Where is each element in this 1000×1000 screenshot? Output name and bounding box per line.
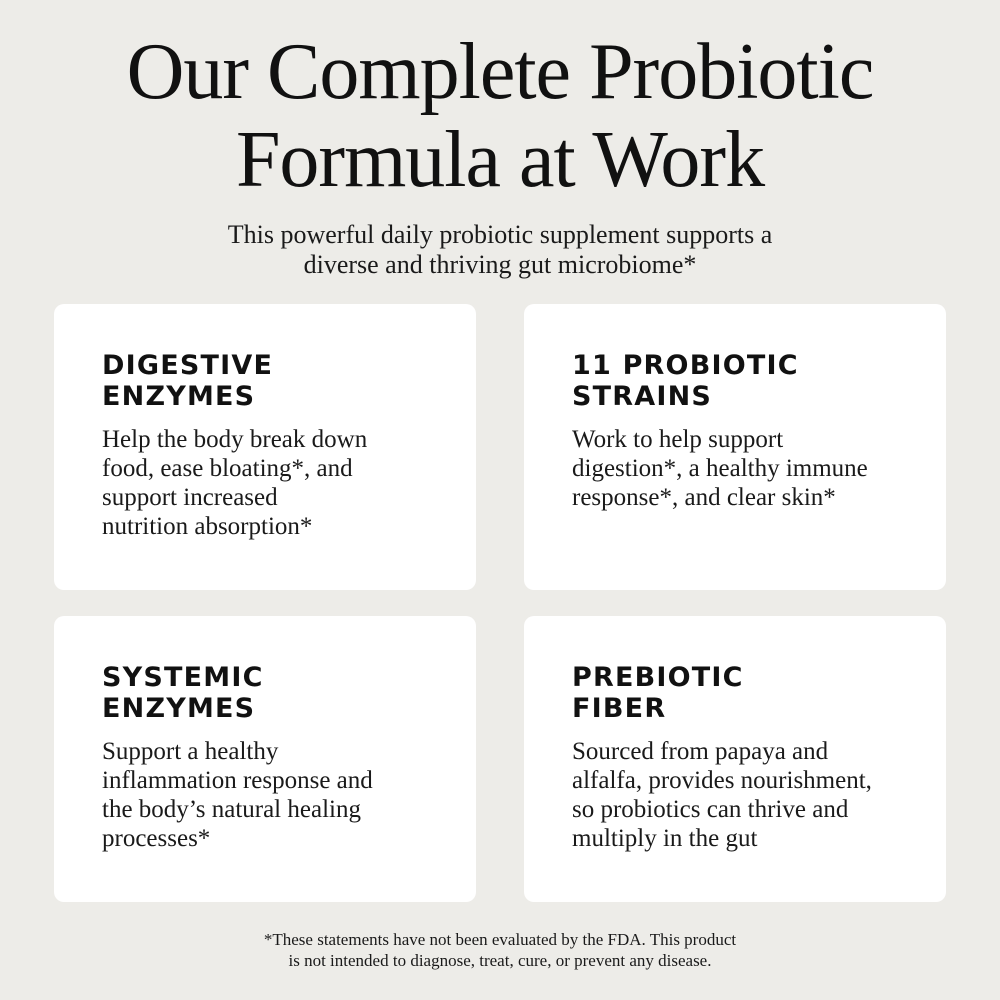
- card-body-line: Work to help support: [572, 426, 784, 453]
- card-heading: [102, 350, 446, 412]
- card-body-line: Support a healthy: [102, 738, 279, 765]
- card-heading-line: PREBIOTIC: [572, 662, 744, 693]
- card-body-line: nutrition absorption*: [102, 513, 313, 540]
- page-subtitle-line-2: diverse and thriving gut microbiome*: [303, 250, 697, 279]
- card-heading-line: ENZYMES: [102, 381, 256, 412]
- page-title-line-1: Our Complete Probiotic: [126, 28, 874, 116]
- card-heading: [572, 350, 916, 412]
- card-body-line: the body’s natural healing: [102, 796, 361, 823]
- disclaimer-line-1: *These statements have not been evaluated by the FDA. This product: [263, 930, 737, 949]
- card-heading-line: FIBER: [572, 693, 667, 724]
- card-digestive-enzymes: [54, 304, 476, 590]
- card-body-line: Help the body break down: [102, 426, 368, 453]
- card-body: [572, 737, 916, 853]
- card-body: [102, 425, 446, 541]
- card-body-line: alfalfa, provides nourishment,: [572, 767, 872, 794]
- card-prebiotic-fiber: [524, 616, 946, 902]
- fda-disclaimer: [0, 929, 1000, 971]
- card-body-line: response*, and clear skin*: [572, 484, 836, 511]
- card-body-line: food, ease bloating*, and: [102, 455, 353, 482]
- card-body-line: support increased: [102, 484, 278, 511]
- page-title-line-2: Formula at Work: [235, 116, 765, 204]
- card-probiotic-strains: [524, 304, 946, 590]
- card-body-line: Sourced from papaya and: [572, 738, 829, 765]
- card-body-line: digestion*, a healthy immune: [572, 455, 868, 482]
- card-heading-line: DIGESTIVE: [102, 350, 274, 381]
- page-subtitle: [0, 220, 1000, 280]
- card-heading-line: 11 PROBIOTIC: [572, 350, 799, 381]
- card-body-line: inflammation response and: [102, 767, 373, 794]
- card-body: [102, 737, 446, 853]
- page-subtitle-line-1: This powerful daily probiotic supplement supports a: [227, 220, 773, 249]
- page-title: [0, 28, 1000, 204]
- card-heading-line: SYSTEMIC: [102, 662, 264, 693]
- card-heading: [102, 662, 446, 724]
- card-systemic-enzymes: [54, 616, 476, 902]
- card-heading-line: STRAINS: [572, 381, 713, 412]
- card-heading: [572, 662, 916, 724]
- card-body: [572, 425, 916, 512]
- card-body-line: so probiotics can thrive and: [572, 796, 849, 823]
- card-body-line: multiply in the gut: [572, 825, 758, 852]
- card-body-line: processes*: [102, 825, 211, 852]
- card-heading-line: ENZYMES: [102, 693, 256, 724]
- disclaimer-line-2: is not intended to diagnose, treat, cure, or prevent any disease.: [288, 951, 712, 970]
